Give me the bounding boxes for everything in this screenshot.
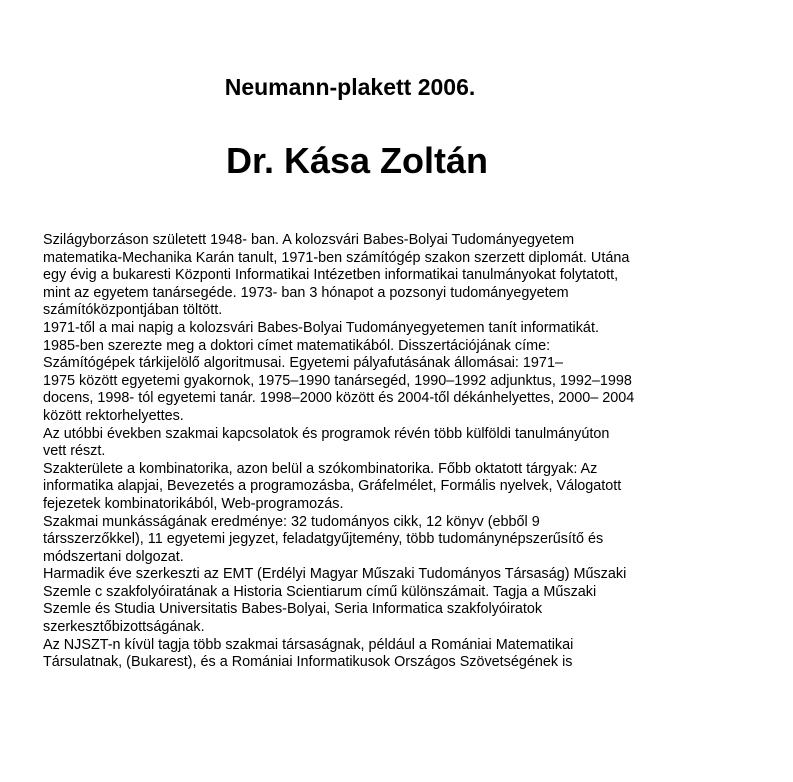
person-name: Dr. Kása Zoltán	[225, 140, 489, 181]
text-line: között rektorhelyettes.	[43, 407, 184, 424]
text-line: Az utóbbi években szakmai kapcsolatok és programok révén több külföldi tanulmányúton	[43, 425, 610, 442]
text-line: Számítógépek tárkijelölő algoritmusai. Egyetemi pályafutásának állomásai: 1971–	[43, 355, 563, 372]
text-line: Harmadik éve szerkeszti az EMT (Erdélyi Magyar Műszaki Tudományos Társaság) Műszaki	[43, 566, 627, 583]
text-line: Társulatnak, (Bukarest), és a Romániai Informatikusok Országos Szövetségének is	[43, 654, 573, 671]
text-line: matematika-Mechanika Karán tanult, 1971-ben számítógép szakon szerzett diplomát. Utána	[43, 249, 630, 266]
text-line: egy évig a bukaresti Központi Informatikai Intézetben informatikai tanulmányokat folytatott,	[43, 267, 619, 284]
text-line: 1985-ben szerezte meg a doktori címet matematikából. Disszertációjának címe:	[43, 337, 551, 354]
text-line: Szakterülete a kombinatorika, azon belül a szókombinatorika. Főbb oktatott tárgyak: Az	[43, 460, 598, 477]
text-line: 1971-től a mai napig a kolozsvári Babes-Bolyai Tudományegyetemen tanít informatikát.	[43, 319, 599, 336]
text-line: mint az egyetem tanársegéde. 1973- ban 3 hónapot a pozsonyi tudományegyetem	[43, 284, 569, 301]
text-line: Szakmai munkásságának eredménye: 32 tudományos cikk, 12 könyv (ebből 9	[43, 513, 540, 530]
text-line: Szemle és Studia Universitatis Babes-Bolyai, Seria Informatica szakfolyóiratok	[43, 601, 543, 618]
text-line: informatika alapjai, Bevezetés a programozásba, Gráfelmélet, Formális nyelvek, Válogatott	[43, 478, 622, 495]
text-line: módszertani dolgozat.	[43, 548, 184, 565]
text-line: fejezetek kombinatorikából, Web-programozás.	[43, 495, 344, 512]
biography-text	[43, 232, 783, 672]
text-line: 1975 között egyetemi gyakornok, 1975–1990 tanársegéd, 1990–1992 adjunktus, 1992–1998	[43, 372, 632, 389]
text-line: Az NJSZT-n kívül tagja több szakmai társaságnak, például a Romániai Matematikai	[43, 636, 574, 653]
award-title: Neumann-plakett 2006.	[224, 74, 476, 100]
text-line: szerkesztőbizottságának.	[43, 619, 205, 636]
text-line: Szemle c szakfolyóiratának a Historia Scientiarum című különszámait. Tagja a Műszaki	[43, 583, 597, 600]
text-line: vett részt.	[43, 443, 106, 460]
text-line: docens, 1998- tól egyetemi tanár. 1998–2000 között és 2004-től dékánhelyettes, 2000– 2004	[43, 390, 635, 407]
text-line: társszerzőkkel), 11 egyetemi jegyzet, feladatgyűjtemény, több tudománynépszerűsítő és	[43, 531, 604, 548]
text-line: Szilágyborzáson született 1948- ban. A kolozsvári Babes-Bolyai Tudományegyetem	[43, 232, 575, 248]
text-line: számítóközpontjában töltött.	[43, 302, 223, 319]
